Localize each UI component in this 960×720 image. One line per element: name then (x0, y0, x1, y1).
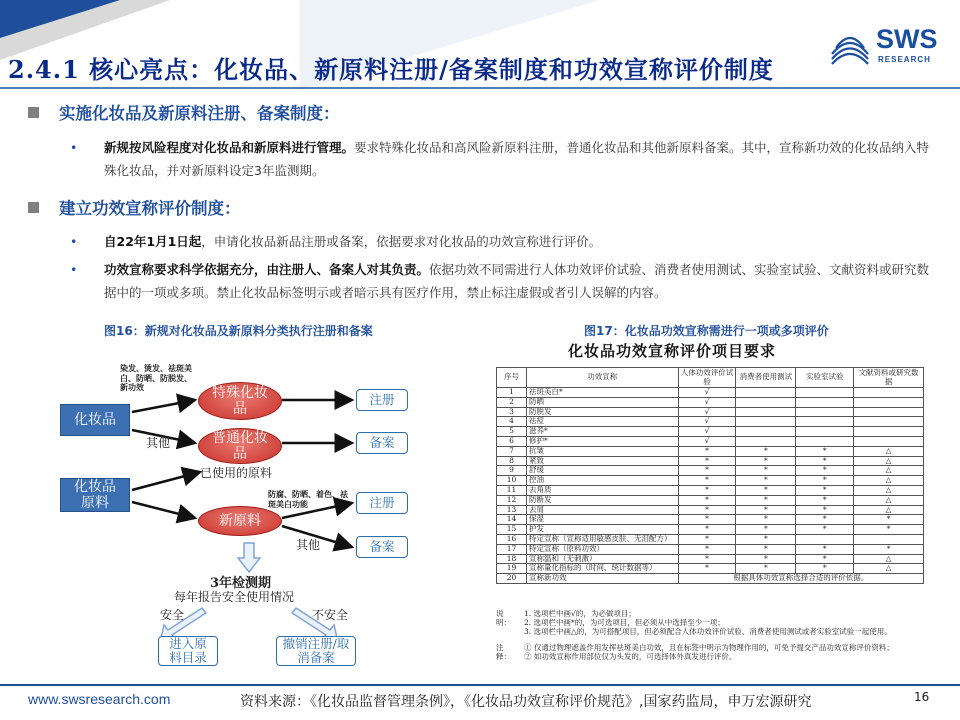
table-cell: * (678, 554, 736, 564)
remark-label: 注释： (496, 643, 511, 661)
register-box: 注册 (356, 492, 408, 514)
header-cell: 实验室试验 (796, 368, 854, 388)
table-cell: * (678, 505, 736, 515)
table-cell: 10 (497, 476, 527, 486)
table-cell: △ (854, 476, 924, 486)
table-cell: 宣称量化指标的（时间、统计数据等） (526, 564, 678, 574)
table-row (497, 495, 924, 505)
table-cell: 9 (497, 466, 527, 476)
section-heading-text: 建立功效宣称评价制度： (59, 199, 241, 218)
table-cell: 15 (497, 525, 527, 535)
new-raw-categories-label: 防腐、防晒、着色、祛斑美白功能 (268, 489, 348, 509)
header-cell: 文献资料或研究数据 (854, 368, 924, 388)
table-row (497, 388, 924, 398)
table-cell (854, 534, 924, 544)
bullet-item (70, 136, 940, 182)
table-cell: 3 (497, 407, 527, 417)
square-bullet-icon (28, 107, 39, 118)
cancel-registration-box: 撤销注册/取消备案 (276, 636, 356, 666)
website-link[interactable]: www.swsresearch.com (28, 691, 171, 707)
table-cell (854, 407, 924, 417)
table-cell (736, 436, 796, 446)
table-row (497, 446, 924, 456)
table-cell: 特定宣称（原料功效） (526, 544, 678, 554)
table-cell: 12 (497, 495, 527, 505)
table-cell: △ (854, 485, 924, 495)
table-row (497, 407, 924, 417)
header-cell: 消费者使用测试 (736, 368, 796, 388)
table-cell: * (736, 495, 796, 505)
table-cell: △ (854, 554, 924, 564)
table-cell: 舒缓 (526, 466, 678, 476)
table-cell (854, 397, 924, 407)
table-cell: 20 (497, 574, 527, 584)
table-cell: 13 (497, 505, 527, 515)
unsafe-label: 不安全 (312, 608, 349, 622)
table-row (497, 476, 924, 486)
new-raw-oval: 新原料 (198, 506, 282, 536)
table-cell: 8 (497, 456, 527, 466)
table-cell: * (736, 456, 796, 466)
table-cell (736, 407, 796, 417)
table-header-row (497, 368, 924, 388)
table-cell: * (678, 534, 736, 544)
table-row (497, 525, 924, 535)
special-categories-label: 染发、烫发、祛斑美白、防晒、防脱发、新功效 (120, 363, 192, 392)
table-cell: * (854, 515, 924, 525)
table-cell: * (736, 466, 796, 476)
bullet-bold: 功效宣称要求科学依据充分，由注册人、备案人对其负责。 (104, 262, 430, 277)
table-cell: 祛痘 (526, 417, 678, 427)
table-cell: √ (678, 427, 736, 437)
table-cell: △ (854, 456, 924, 466)
special-cosmetics-oval: 特殊化妆品 (198, 382, 282, 420)
table-cell: 去屑 (526, 505, 678, 515)
table-cell: 控油 (526, 476, 678, 486)
table-cell (854, 436, 924, 446)
table-cell: 宣称温和（无刺激） (526, 554, 678, 564)
table-cell: * (796, 554, 854, 564)
table-cell: * (796, 485, 854, 495)
sws-logo (828, 22, 948, 70)
table-cell (796, 407, 854, 417)
table-cell: * (736, 515, 796, 525)
table-cell: * (796, 446, 854, 456)
table-cell (854, 417, 924, 427)
bullet-text: 要求特殊化妆品和高风险新原料注册，普通化妆品和其他新原料备案。其中，宣称新功效的化妆品纳入特殊化妆品，并对新原料设定3年监测期。 (104, 140, 930, 178)
source-note: 资料来源：《化妆品监督管理条例》，《化妆品功效宣称评价规范》,国家药监局，申万宏源研究 (240, 694, 812, 710)
table-cell: 6 (497, 436, 527, 446)
table-cell: 祛斑美白* (526, 388, 678, 398)
table-cell: △ (854, 564, 924, 574)
monitoring-sub-label: 每年报告安全使用情况 (174, 590, 295, 604)
table-cell: △ (854, 446, 924, 456)
table-cell: * (796, 476, 854, 486)
logo-text: SWS (876, 24, 938, 54)
header-cell: 序号 (497, 368, 527, 388)
table-row (497, 505, 924, 515)
table-cell: 去角质 (526, 485, 678, 495)
table-cell: * (796, 564, 854, 574)
table-cell: 修护* (526, 436, 678, 446)
filing-box: 备案 (356, 536, 408, 558)
table-cell: * (736, 446, 796, 456)
table-cell: △ (854, 466, 924, 476)
section-heading-text: 实施化妆品及新原料注册、备案制度： (59, 104, 340, 123)
note-line: 3. 选项栏中画△的，为可搭配项目，但必须配合人体功效评价试验、消费者使用测试或者实验室试验一起使用。 (524, 627, 892, 636)
table-cell: * (736, 544, 796, 554)
table-notes (496, 609, 926, 661)
table-row (497, 574, 924, 584)
sws-logo-icon (828, 24, 872, 68)
page-title: 2.4.1 核心亮点：化妆品、新原料注册/备案制度和功效宣称评价制度 (8, 55, 774, 84)
notes-label: 说明： (496, 609, 511, 627)
other-label: 其他 (296, 538, 321, 552)
bullet-bold: 新规按风险程度对化妆品和新原料进行管理。 (104, 140, 355, 155)
table-cell (736, 417, 796, 427)
table-row (497, 515, 924, 525)
footer-divider (0, 684, 960, 686)
dot-bullet-icon: • (70, 140, 78, 155)
table-row (497, 456, 924, 466)
table-row (497, 534, 924, 544)
table-cell: △ (854, 495, 924, 505)
note-line: 1. 选项栏中画√的，为必做项目； (524, 609, 636, 618)
table-cell: * (736, 505, 796, 515)
bullet-item (70, 258, 940, 304)
cosmetics-box: 化妆品 (60, 404, 130, 436)
table-cell: * (678, 485, 736, 495)
table-cell (736, 397, 796, 407)
table-cell: 紧致 (526, 456, 678, 466)
table-cell: * (796, 544, 854, 554)
table-cell: * (854, 544, 924, 554)
table-cell: 5 (497, 427, 527, 437)
table-cell: 防断发 (526, 495, 678, 505)
table-cell (736, 427, 796, 437)
table-cell (796, 427, 854, 437)
table-cell: * (678, 544, 736, 554)
table-cell: * (678, 525, 736, 535)
table-cell: 护发 (526, 525, 678, 535)
table-cell: √ (678, 388, 736, 398)
table-cell: * (854, 525, 924, 535)
section-heading-registration (28, 100, 340, 124)
table-cell: * (796, 456, 854, 466)
table-row (497, 485, 924, 495)
ordinary-cosmetics-oval: 普通化妆品 (198, 428, 282, 464)
raw-material-box: 化妆品原料 (60, 478, 130, 512)
table-cell: 滋养* (526, 427, 678, 437)
table-row (497, 427, 924, 437)
table-cell: 保湿 (526, 515, 678, 525)
table-cell: 16 (497, 534, 527, 544)
other-label: 其他 (146, 436, 171, 450)
table-cell: * (796, 495, 854, 505)
filing-box: 备案 (356, 432, 408, 454)
page-number: 16 (914, 690, 930, 704)
table-cell: √ (678, 407, 736, 417)
table-cell: * (736, 554, 796, 564)
table-cell: 宣称新功效 (526, 574, 678, 584)
table-cell: * (736, 476, 796, 486)
table-cell (796, 436, 854, 446)
table-title: 化妆品功效宣称评价项目要求 (568, 342, 777, 360)
section-heading-efficacy (28, 195, 241, 219)
register-box: 注册 (356, 389, 408, 411)
table-cell: 特定宣称（宣称适用敏感皮肤、无泪配方） (526, 534, 678, 544)
table-cell: * (796, 466, 854, 476)
table-cell: * (736, 525, 796, 535)
enter-catalog-box: 进入原料目录 (158, 636, 218, 666)
dot-bullet-icon: • (70, 262, 78, 277)
table-cell: * (736, 485, 796, 495)
used-raw-label: 已使用的原料 (200, 466, 273, 480)
bullet-text: 依据功效不同需进行人体功效评价试验、消费者使用测试、实验室试验、文献资料或研究数据中的一项或多项。禁止化妆品标签明示或者暗示具有医疗作用，禁止标注虚假或者引人误解的内容。 (104, 262, 930, 300)
table-cell: √ (678, 397, 736, 407)
remark-line: ① 仅通过物理遮盖作用发挥祛斑美白功效，且在标签中明示为物理作用的，可免予提交产品功效宣称评价资料； (524, 643, 894, 652)
table-cell: * (678, 466, 736, 476)
logo-sub: RESEARCH (878, 55, 931, 64)
figure16-caption: 图16：新规对化妆品及新原料分类执行注册和备案 (104, 324, 373, 338)
table-row (497, 436, 924, 446)
bullet-text: ，申请化妆品新品注册或备案，依据要求对化妆品的功效宣称进行评价。 (201, 234, 602, 249)
table-cell (854, 427, 924, 437)
table-cell: * (736, 534, 796, 544)
table-cell: 18 (497, 554, 527, 564)
table-cell: 防晒 (526, 397, 678, 407)
header-cell: 功效宣称 (526, 368, 678, 388)
table-cell: * (796, 525, 854, 535)
table-cell: * (678, 515, 736, 525)
table-cell (854, 388, 924, 398)
bullet-bold: 自22年1月1日起 (104, 234, 202, 249)
table-cell: 19 (497, 564, 527, 574)
safe-label: 安全 (160, 608, 185, 622)
table-cell: * (678, 456, 736, 466)
table-cell: 11 (497, 485, 527, 495)
table-cell (796, 388, 854, 398)
table-cell: * (796, 515, 854, 525)
bullet-item (70, 230, 940, 253)
table-cell (736, 388, 796, 398)
figure17-caption: 图17：化妆品功效宣称需进行一项或多项评价 (584, 324, 829, 338)
table-cell: √ (678, 417, 736, 427)
table-cell: * (678, 564, 736, 574)
registration-flow-diagram (50, 360, 470, 670)
table-cell: 14 (497, 515, 527, 525)
remark-line: ② 如功效宣称作用部位仅为头发的，可选择体外真发进行评价。 (524, 652, 737, 661)
note-line: 2. 选项栏中画*的，为可选项目，但必须从中选择至少一项； (524, 618, 725, 627)
table-cell: 2 (497, 397, 527, 407)
table-cell: 1 (497, 388, 527, 398)
table-row (497, 397, 924, 407)
table-row (497, 544, 924, 554)
table-cell (796, 417, 854, 427)
table-cell: 根据具体功效宣称选择合适的评价依据。 (678, 574, 923, 584)
table-cell: * (736, 564, 796, 574)
table-cell (796, 397, 854, 407)
table-cell: * (678, 495, 736, 505)
table-cell: * (678, 446, 736, 456)
efficacy-evaluation-table (496, 367, 924, 584)
table-cell: 17 (497, 544, 527, 554)
dot-bullet-icon: • (70, 234, 78, 249)
table-cell: 抗皱 (526, 446, 678, 456)
table-cell: 7 (497, 446, 527, 456)
table-row (497, 417, 924, 427)
table-cell: * (678, 476, 736, 486)
table-cell (796, 534, 854, 544)
table-row (497, 466, 924, 476)
table-cell: 防脱发 (526, 407, 678, 417)
square-bullet-icon (28, 202, 39, 213)
header-cell: 人体功效评价试验 (678, 368, 736, 388)
monitoring-period-label: 3年检测期 (210, 576, 272, 591)
table-cell: △ (854, 505, 924, 515)
table-cell: 4 (497, 417, 527, 427)
table-cell: √ (678, 436, 736, 446)
table-cell: * (796, 505, 854, 515)
